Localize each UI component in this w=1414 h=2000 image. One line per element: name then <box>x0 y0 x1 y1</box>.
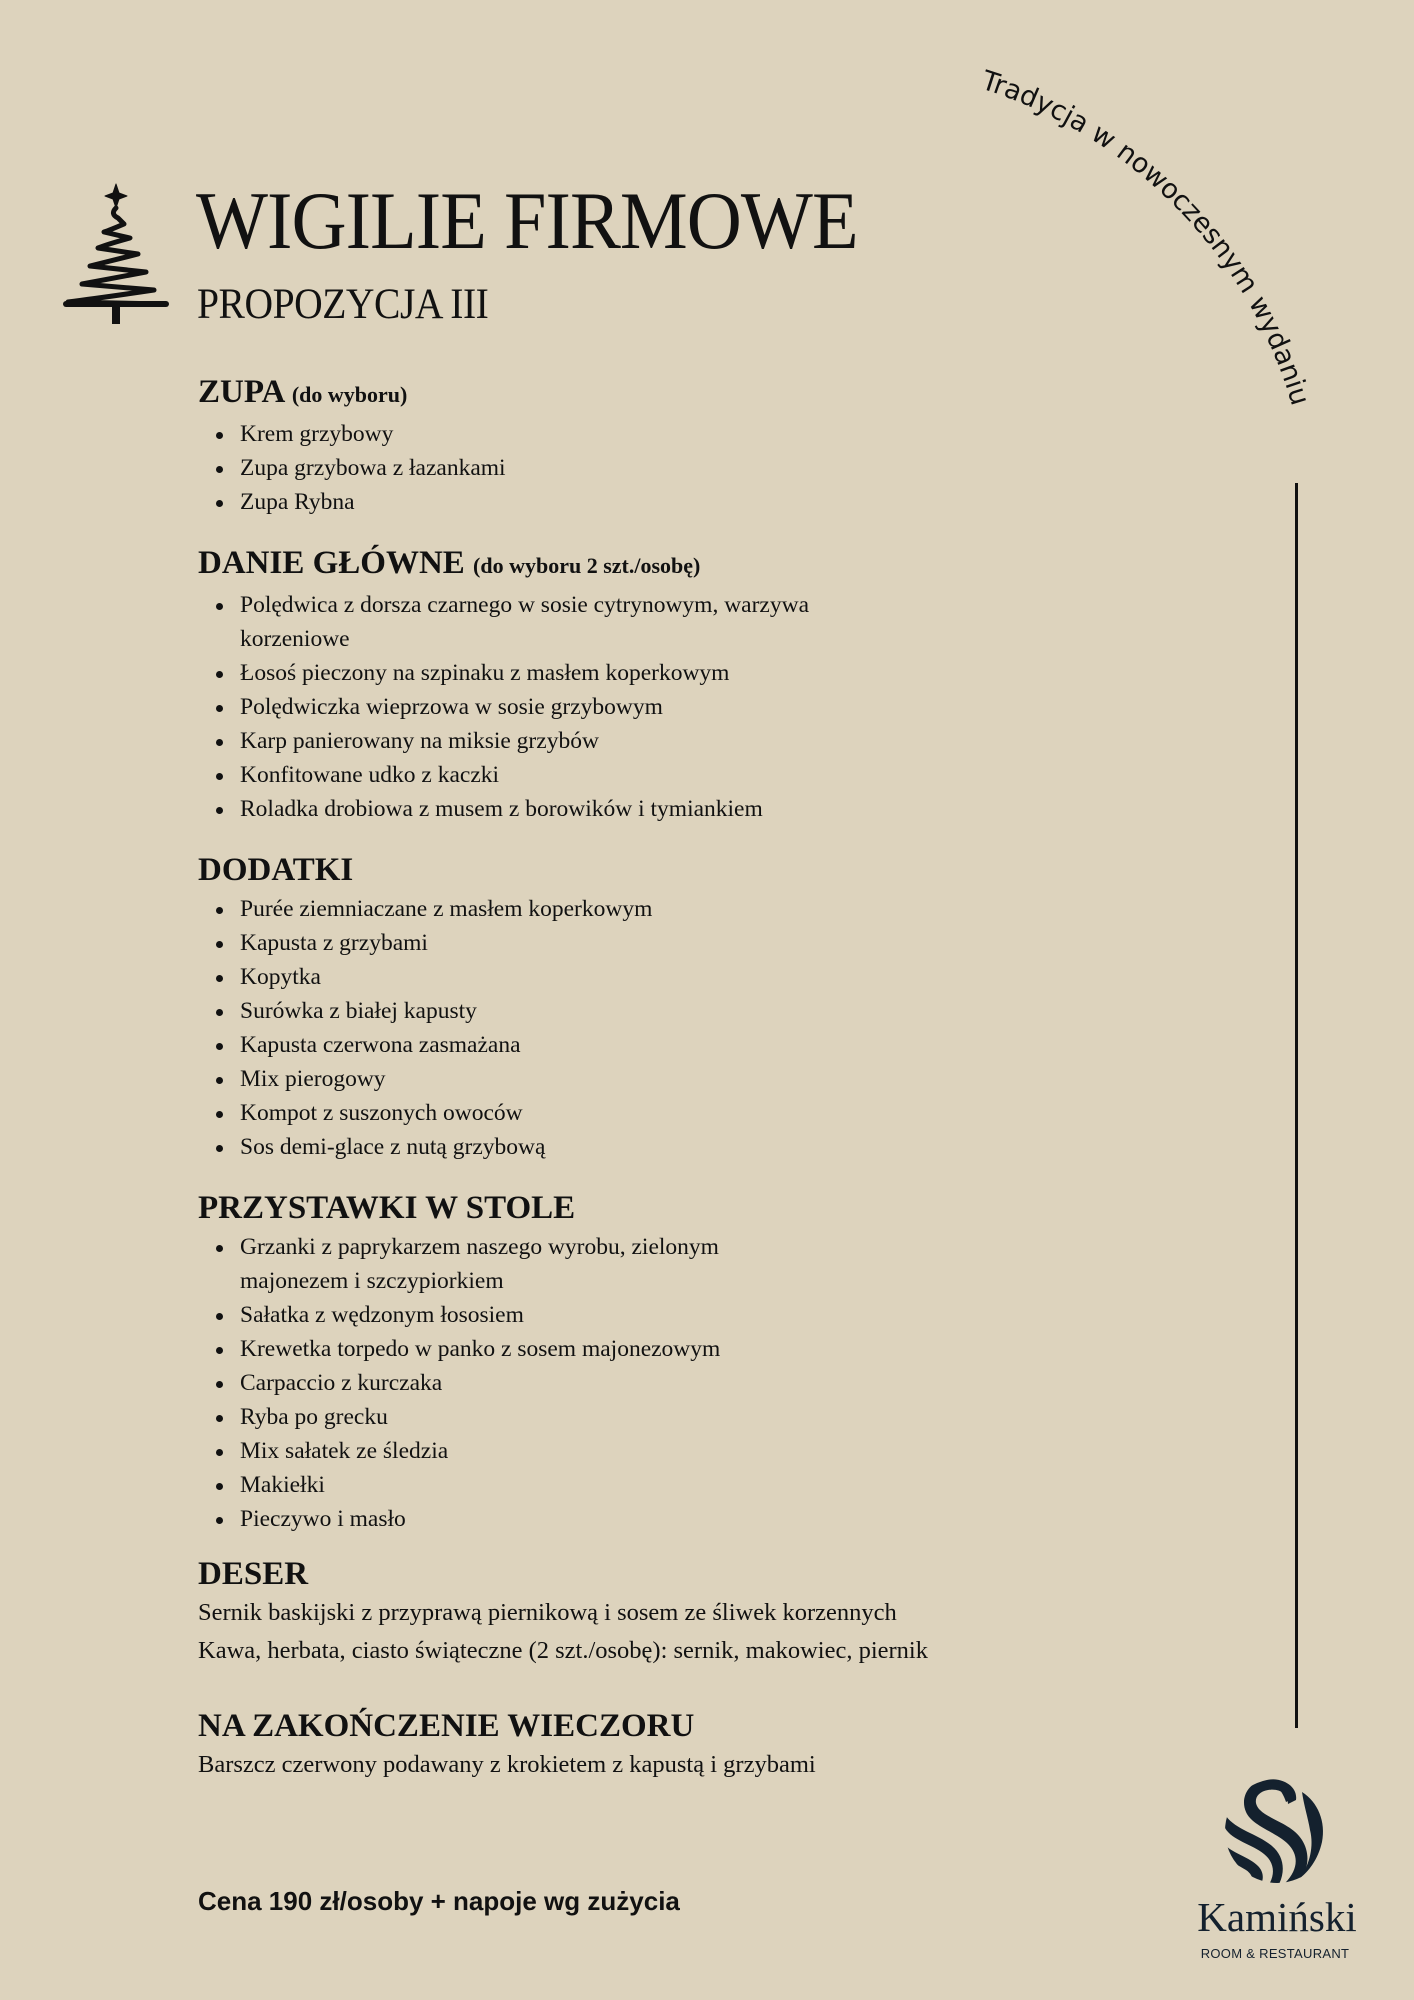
list-item: Grzanki z paprykarzem naszego wyrobu, zielonym majonezem i szczypiorkiem <box>198 1230 818 1298</box>
section-heading <box>198 372 1158 415</box>
section-heading <box>198 1188 1158 1228</box>
list-item: Surówka z białej kapusty <box>198 994 1158 1028</box>
list-item: Kapusta czerwona zasmażana <box>198 1028 1158 1062</box>
vertical-divider <box>1295 483 1298 1728</box>
list-item: Sałatka z wędzonym łososiem <box>198 1298 818 1332</box>
brand-name: Kamiński <box>1197 1894 1357 1940</box>
list-item: Purée ziemniaczane z masłem koperkowym <box>198 892 1158 926</box>
section-title: ZUPA <box>198 374 284 410</box>
section-note: (do wyboru) <box>291 382 408 407</box>
section-danie-glowne <box>198 543 1158 826</box>
page-title: WIGILIE FIRMOWE <box>196 175 858 266</box>
section-title: NA ZAKOŃCZENIE WIECZORU <box>198 1708 695 1744</box>
brand-subtitle: ROOM & RESTAURANT <box>1200 1946 1350 1961</box>
list-item: Konfitowane udko z kaczki <box>198 758 838 792</box>
page-subtitle: PROPOZYCJA III <box>197 281 489 328</box>
item-list <box>198 1230 818 1536</box>
swan-logo-icon <box>1222 1776 1332 1886</box>
list-item: Ryba po grecku <box>198 1400 818 1434</box>
list-item: Karp panierowany na miksie grzybów <box>198 724 838 758</box>
list-item: Mix sałatek ze śledzia <box>198 1434 818 1468</box>
item-list <box>198 892 1158 1164</box>
dessert-line: Kawa, herbata, ciasto świąteczne (2 szt./osobę): sernik, makowiec, piernik <box>198 1637 928 1664</box>
section-zupa <box>198 372 1158 519</box>
section-title: DANIE GŁÓWNE <box>198 545 465 581</box>
list-item: Polędwiczka wieprzowa w sosie grzybowym <box>198 690 838 724</box>
menu-content <box>198 372 1158 1784</box>
price-info: Cena 190 zł/osoby + napoje wg zużycia <box>198 1886 680 1916</box>
section-title: PRZYSTAWKI W STOLE <box>198 1190 576 1226</box>
list-item: Zupa grzybowa z łazankami <box>198 451 1158 485</box>
section-heading <box>198 1554 1158 1594</box>
section-heading <box>198 850 1158 890</box>
tagline: Tradycja w nowoczesnym wydaniu <box>977 65 1316 409</box>
section-deser <box>198 1554 1158 1670</box>
list-item: Polędwica z dorsza czarnego w sosie cytrynowym, warzywa korzeniowe <box>198 588 838 656</box>
list-item: Łosoś pieczony na szpinaku z masłem koperkowym <box>198 656 838 690</box>
section-przystawki <box>198 1188 1158 1536</box>
list-item: Mix pierogowy <box>198 1062 1158 1096</box>
section-heading <box>198 1706 1158 1746</box>
item-list <box>198 417 1158 519</box>
section-note: (do wyboru 2 szt./osobę) <box>473 553 701 578</box>
list-item: Roladka drobiowa z musem z borowików i tymiankiem <box>198 792 838 826</box>
section-heading <box>198 543 1158 586</box>
list-item: Krewetka torpedo w panko z sosem majonezowym <box>198 1332 818 1366</box>
section-title: DESER <box>198 1556 309 1592</box>
section-zakonczenie <box>198 1706 1158 1784</box>
list-item: Kopytka <box>198 960 1158 994</box>
list-item: Makiełki <box>198 1468 818 1502</box>
dessert-line: Sernik baskijski z przyprawą piernikową i sosem ze śliwek korzennych <box>198 1599 897 1626</box>
list-item: Zupa Rybna <box>198 485 1158 519</box>
list-item: Krem grzybowy <box>198 417 1158 451</box>
list-item: Pieczywo i masło <box>198 1502 818 1536</box>
tagline-text <box>977 65 1316 409</box>
christmas-tree-icon <box>60 180 172 326</box>
list-item: Carpaccio z kurczaka <box>198 1366 818 1400</box>
section-dodatki <box>198 850 1158 1164</box>
item-list <box>198 588 838 826</box>
list-item: Sos demi-glace z nutą grzybową <box>198 1130 1158 1164</box>
section-title: DODATKI <box>198 852 354 888</box>
list-item: Kapusta z grzybami <box>198 926 1158 960</box>
closing-line: Barszcz czerwony podawany z krokietem z kapustą i grzybami <box>198 1751 816 1778</box>
list-item: Kompot z suszonych owoców <box>198 1096 1158 1130</box>
